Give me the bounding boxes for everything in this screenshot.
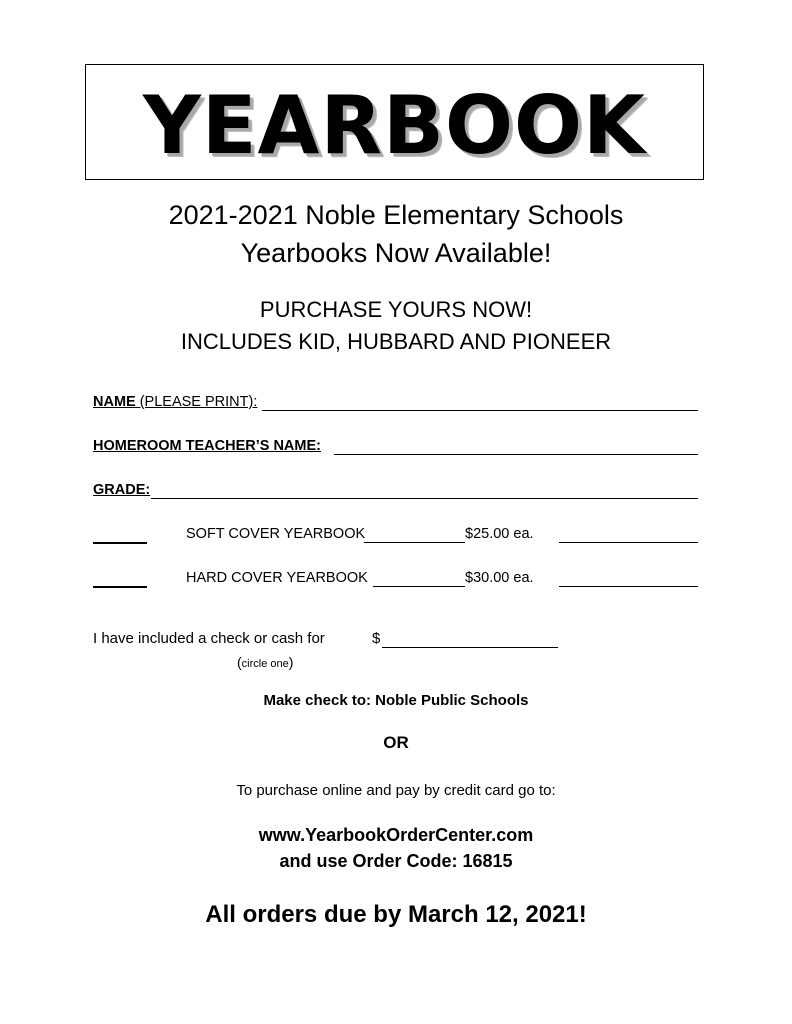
soft-cover-label: SOFT COVER YEARBOOK — [186, 526, 366, 542]
hard-cover-fill-line — [373, 573, 465, 587]
title-box — [85, 64, 704, 180]
teacher-field-line[interactable] — [334, 441, 698, 455]
page-title: YEARBOOK — [142, 79, 647, 172]
headline-line2: Yearbooks Now Available! — [240, 238, 552, 268]
payment-label: I have included a check or cash for — [93, 630, 325, 647]
name-label: NAME — [93, 394, 136, 410]
hard-qty-line[interactable] — [93, 573, 147, 588]
hard-total-line[interactable] — [559, 573, 698, 587]
or-text: OR — [383, 733, 409, 752]
headline-line1: 2021-2021 Noble Elementary Schools — [168, 200, 624, 230]
website-url[interactable]: www.YearbookOrderCenter.com — [258, 825, 534, 845]
soft-total-line[interactable] — [559, 529, 698, 543]
circle-close: ) — [288, 654, 294, 670]
payment-amount-line[interactable] — [382, 633, 558, 648]
order-code: and use Order Code: 16815 — [279, 851, 513, 871]
online-instructions: To purchase online and pay by credit card go to: — [236, 782, 556, 799]
circle-one-note — [237, 654, 293, 670]
check-payable-text: Make check to: Noble Public Schools — [263, 692, 529, 709]
soft-cover-price: $25.00 ea. — [465, 526, 534, 542]
soft-cover-fill-line — [364, 529, 465, 543]
teacher-label: HOMEROOM TEACHER’S NAME: — [93, 438, 321, 454]
subheadline-line2: INCLUDES KID, HUBBARD AND PIONEER — [180, 329, 612, 354]
subheadline-line1: PURCHASE YOURS NOW! — [259, 297, 533, 322]
soft-qty-line[interactable] — [93, 529, 147, 544]
grade-label: GRADE: — [93, 482, 151, 498]
deadline-text: All orders due by March 12, 2021! — [205, 901, 587, 928]
dollar-sign: $ — [372, 630, 381, 647]
hard-cover-price: $30.00 ea. — [465, 570, 534, 586]
hard-cover-label: HARD COVER YEARBOOK — [186, 570, 368, 586]
grade-field-line[interactable] — [151, 485, 698, 499]
name-label-row — [93, 394, 257, 410]
circle-one-text: circle one — [241, 658, 289, 670]
circle-open: ( — [237, 654, 242, 670]
name-field-line[interactable] — [262, 397, 698, 411]
name-hint: (PLEASE PRINT): — [135, 394, 258, 410]
